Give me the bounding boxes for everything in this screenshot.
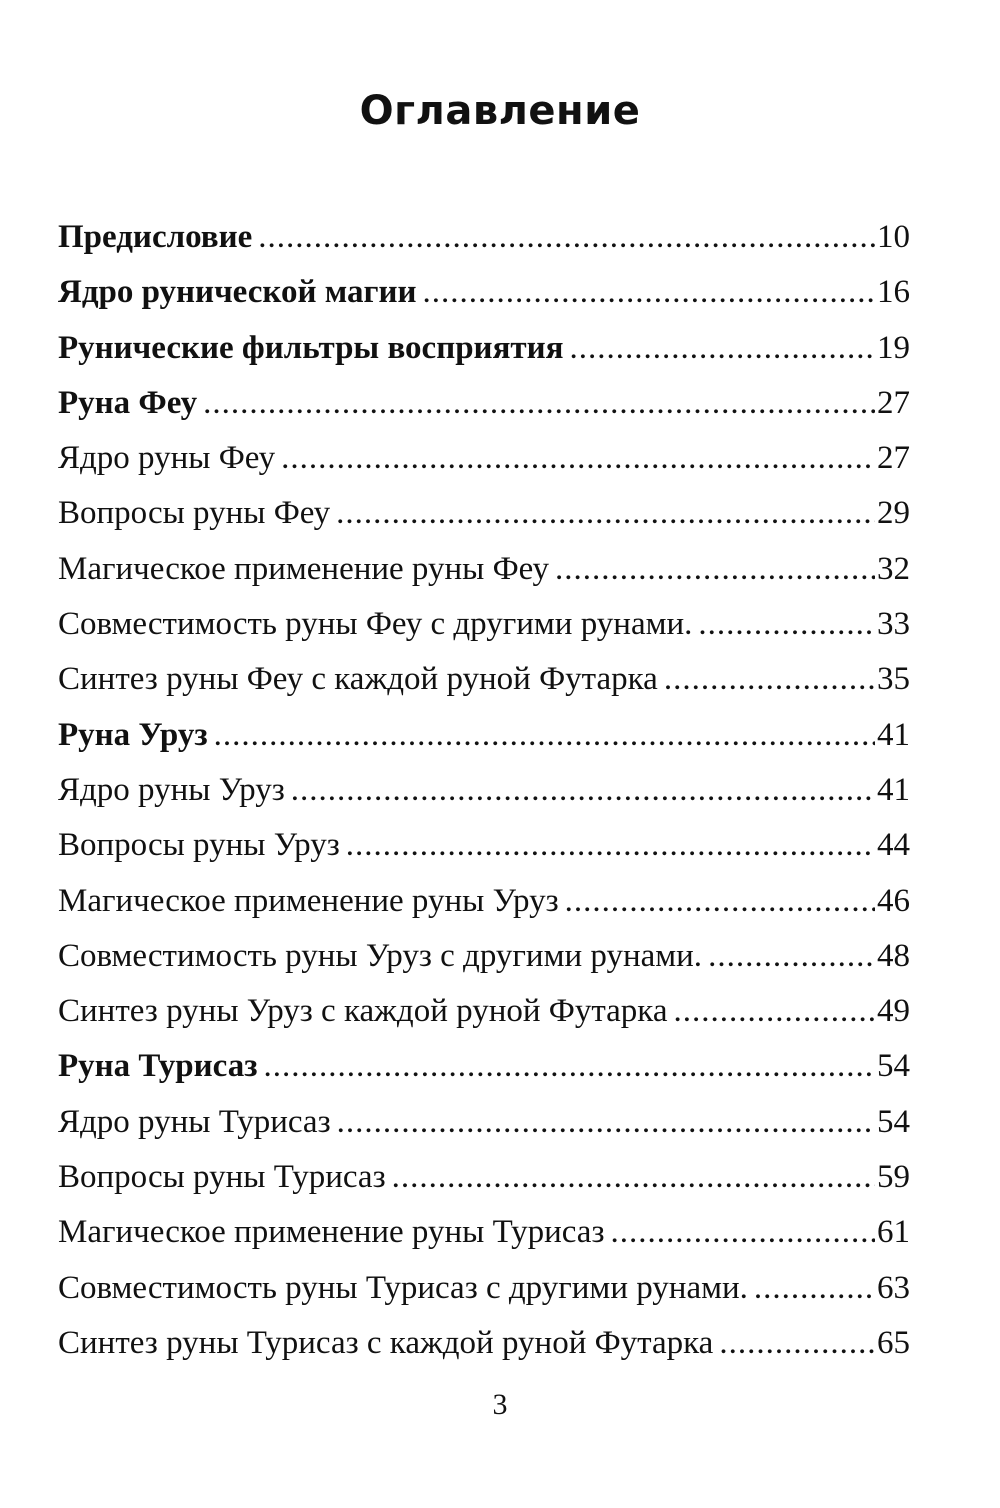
toc-entry-page: 16: [877, 274, 910, 311]
toc-entry: [58, 1039, 910, 1094]
toc-entry-page: 44: [877, 827, 910, 864]
toc-entry-page: 27: [877, 384, 910, 421]
toc-entry-title: Ядро рунической магии: [58, 274, 417, 311]
toc-entry: [58, 984, 910, 1039]
toc-entry-page: 33: [877, 606, 910, 643]
toc-dot-leader: [719, 1316, 875, 1371]
toc-entry-page: 32: [877, 550, 910, 587]
toc-entry: [58, 265, 910, 320]
toc-entry: [58, 763, 910, 818]
toc-dot-leader: [664, 652, 875, 707]
toc-entry-title: Магическое применение руны Феу: [58, 550, 549, 587]
toc-dot-leader: [754, 1261, 875, 1316]
toc-dot-leader: [674, 984, 876, 1039]
toc-entry-title: Совместимость руны Уруз с другими рунами.: [58, 937, 703, 974]
toc-entry: [58, 818, 910, 873]
toc-entry-page: 10: [877, 219, 910, 255]
toc-dot-leader: [392, 1150, 875, 1205]
toc-entry-page: 63: [877, 1269, 910, 1306]
toc-entry: [58, 486, 910, 541]
toc-entry-page: 54: [877, 1048, 910, 1085]
toc-entry-title: Синтез руны Феу с каждой руной Футарка: [58, 661, 658, 698]
page-number: 3: [492, 1388, 508, 1421]
toc-entry-page: 59: [877, 1159, 910, 1196]
toc-entry-title: Совместимость руны Феу с другими рунами.: [58, 606, 693, 643]
toc-entry: [58, 1095, 910, 1150]
toc-entry-title: Синтез руны Турисаз с каждой руной Футарка: [58, 1324, 714, 1361]
toc-entry: [58, 1316, 910, 1371]
toc-entry-title: Предисловие: [58, 219, 253, 255]
toc-entry-title: Руна Феу: [58, 384, 198, 421]
toc-entry-page: 27: [877, 440, 910, 477]
toc-dot-leader: [570, 321, 875, 376]
toc-entry-title: Ядро руны Феу: [58, 440, 276, 477]
toc-dot-leader: [336, 486, 875, 541]
toc-entry: [58, 542, 910, 597]
toc-entry-page: 41: [877, 716, 910, 753]
toc-entry-title: Совместимость руны Турисаз с другими рунами.: [58, 1269, 748, 1306]
toc-entry-title: Вопросы руны Турисаз: [58, 1159, 386, 1196]
table-of-contents: [58, 210, 910, 1371]
toc-entry: [58, 652, 910, 707]
toc-entry: [58, 210, 910, 265]
toc-entry-title: Вопросы руны Феу: [58, 495, 331, 532]
toc-dot-leader: [698, 597, 875, 652]
toc-entry-page: 41: [877, 771, 910, 808]
toc-entry-title: Синтез руны Уруз с каждой руной Футарка: [58, 993, 668, 1030]
toc-entry-page: 48: [877, 937, 910, 974]
toc-dot-leader: [565, 874, 875, 929]
toc-entry-page: 54: [877, 1103, 910, 1140]
toc-entry: [58, 1261, 910, 1316]
toc-dot-leader: [203, 376, 875, 431]
toc-dot-leader: [610, 1205, 875, 1260]
toc-dot-leader: [291, 763, 875, 818]
toc-entry: [58, 376, 910, 431]
toc-entry-title: Ядро руны Турисаз: [58, 1103, 331, 1140]
toc-entry-title: Руна Уруз: [58, 716, 208, 753]
toc-dot-leader: [258, 210, 875, 265]
toc-dot-leader: [708, 929, 875, 984]
toc-entry-page: 29: [877, 495, 910, 532]
toc-entry: [58, 708, 910, 763]
toc-entry-page: 65: [877, 1324, 910, 1361]
toc-dot-leader: [555, 542, 875, 597]
toc-dot-leader: [281, 431, 875, 486]
toc-entry-page: 35: [877, 661, 910, 698]
toc-entry-title: Магическое применение руны Уруз: [58, 882, 559, 919]
toc-entry: [58, 929, 910, 984]
toc-dot-leader: [337, 1095, 875, 1150]
page-title: Оглавление: [359, 88, 641, 134]
toc-entry: [58, 431, 910, 486]
toc-entry-title: Магическое применение руны Турисаз: [58, 1214, 605, 1251]
toc-entry: [58, 1150, 910, 1205]
toc-entry-title: Ядро руны Уруз: [58, 771, 285, 808]
toc-entry-title: Вопросы руны Уруз: [58, 827, 340, 864]
toc-entry-page: 49: [877, 993, 910, 1030]
toc-entry-title: Рунические фильтры восприятия: [58, 329, 564, 366]
toc-entry-page: 46: [877, 882, 910, 919]
toc-entry: [58, 321, 910, 376]
toc-dot-leader: [423, 265, 876, 320]
toc-entry: [58, 1205, 910, 1260]
toc-entry-page: 19: [877, 329, 910, 366]
toc-entry: [58, 874, 910, 929]
toc-dot-leader: [346, 818, 875, 873]
toc-dot-leader: [214, 708, 875, 763]
toc-entry: [58, 597, 910, 652]
toc-entry-title: Руна Турисаз: [58, 1048, 258, 1085]
toc-dot-leader: [263, 1039, 875, 1094]
toc-entry-page: 61: [877, 1214, 910, 1251]
